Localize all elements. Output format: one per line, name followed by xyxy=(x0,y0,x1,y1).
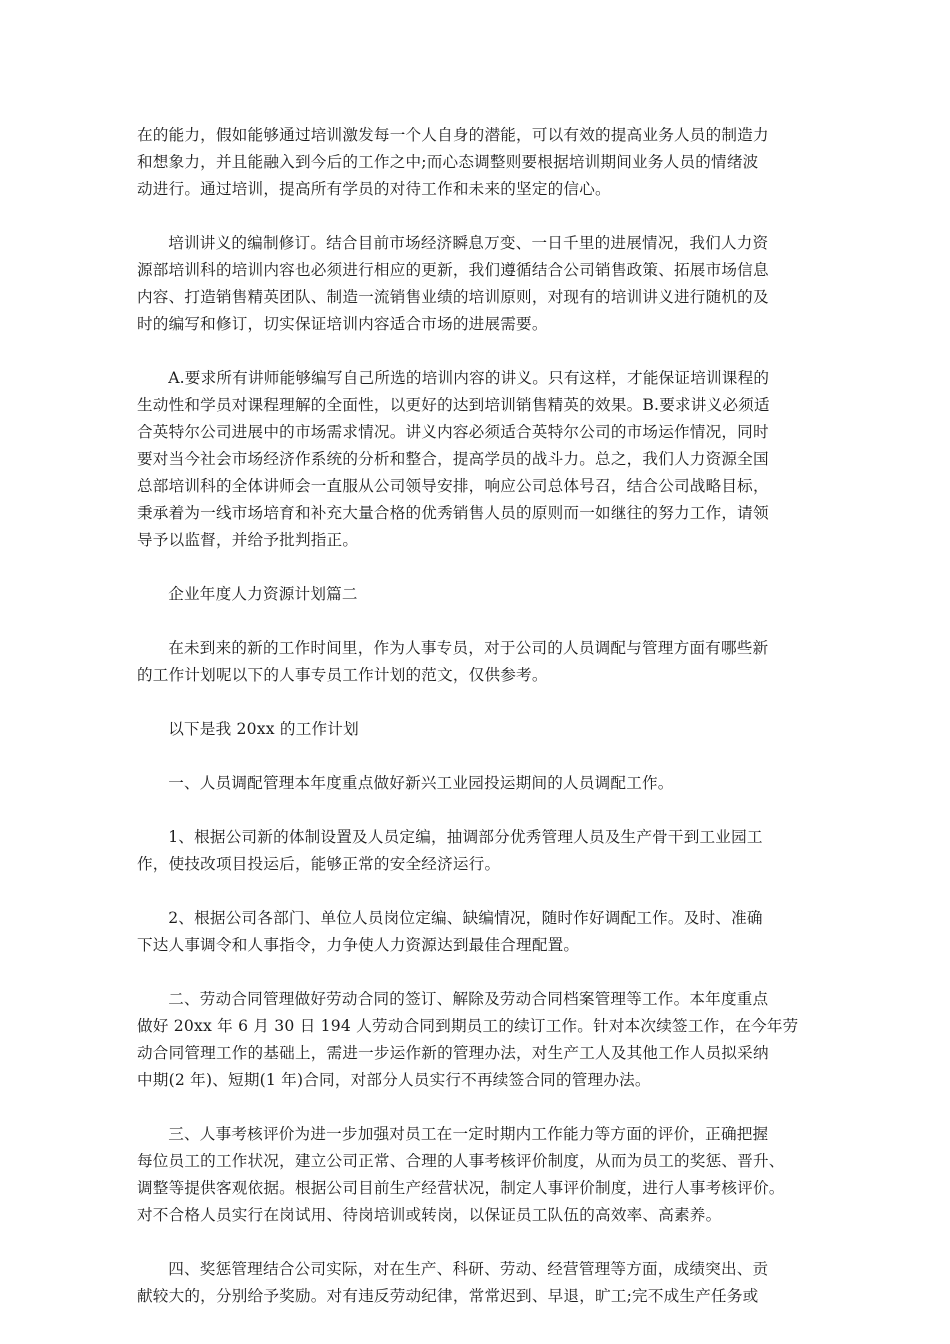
paragraph xyxy=(137,716,815,743)
paragraph-line: 生动性和学员对课程理解的全面性，以更好的达到培训销售精英的效果。B.要求讲义必须适 xyxy=(137,396,770,414)
paragraph-line: 一、人员调配管理本年度重点做好新兴工业园投运期间的人员调配工作。 xyxy=(168,774,674,792)
document-page xyxy=(137,122,815,1337)
paragraph xyxy=(137,1256,815,1310)
paragraph xyxy=(137,1121,815,1229)
paragraph xyxy=(137,905,815,959)
paragraph xyxy=(137,635,815,689)
paragraph-line: 总部培训科的全体讲师会一直服从公司领导安排，响应公司总体号召，结合公司战略目标， xyxy=(137,477,769,495)
paragraph-line: 1、根据公司新的体制设置及人员定编，抽调部分优秀管理人员及生产骨干到工业园工 xyxy=(168,828,763,846)
paragraph-line: 和想象力，并且能融入到今后的工作之中;而心态调整则要根据培训期间业务人员的情绪波 xyxy=(137,153,759,171)
paragraph-line: 做好 20xx 年 6 月 30 日 194 人劳动合同到期员工的续订工作。针对本次续签工作，在今年劳 xyxy=(137,1017,799,1035)
paragraph-line: 调整等提供客观依据。根据公司目前生产经营状况，制定人事评价制度，进行人事考核评价。 xyxy=(137,1179,785,1197)
paragraph-line: 导予以监督，并给予批判指正。 xyxy=(137,531,359,549)
paragraph-line: A.要求所有讲师能够编写自己所选的培训内容的讲义。只有这样，才能保证培训课程的 xyxy=(168,369,770,387)
paragraph-line: 源部培训科的培训内容也必须进行相应的更新，我们遵循结合公司销售政策、拓展市场信息 xyxy=(137,261,769,279)
paragraph-line: 动合同管理工作的基础上，需进一步运作新的管理办法，对生产工人及其他工作人员拟采纳 xyxy=(137,1044,769,1062)
paragraph-line: 在的能力，假如能够通过培训激发每一个人自身的潜能，可以有效的提高业务人员的制造力 xyxy=(137,126,769,144)
paragraph-line: 每位员工的工作状况，建立公司正常、合理的人事考核评价制度，从而为员工的奖惩、晋升、 xyxy=(137,1152,785,1170)
paragraph xyxy=(137,365,815,554)
paragraph-line: 的工作计划呢以下的人事专员工作计划的范文，仅供参考。 xyxy=(137,666,548,684)
paragraph-line: 对不合格人员实行在岗试用、待岗培训或转岗，以保证员工队伍的高效率、高素养。 xyxy=(137,1206,722,1224)
paragraph-line: 中期(2 年)、短期(1 年)合同，对部分人员实行不再续签合同的管理办法。 xyxy=(137,1071,651,1089)
paragraph-line: 要对当今社会市场经济作系统的分析和整合，提高学员的战斗力。总之，我们人力资源全国 xyxy=(137,450,769,468)
paragraph-line: 企业年度人力资源计划篇二 xyxy=(168,585,358,603)
paragraph xyxy=(137,770,815,797)
paragraph xyxy=(137,230,815,338)
paragraph-line: 秉承着为一线市场培育和补充大量合格的优秀销售人员的原则而一如继往的努力工作，请领 xyxy=(137,504,769,522)
paragraph-line: 献较大的，分别给予奖励。对有违反劳动纪律，常常迟到、早退，旷工;完不成生产任务或 xyxy=(137,1287,759,1305)
paragraph-line: 二、劳动合同管理做好劳动合同的签订、解除及劳动合同档案管理等工作。本年度重点 xyxy=(168,990,769,1008)
paragraph xyxy=(137,986,815,1094)
paragraph-line: 以下是我 20xx 的工作计划 xyxy=(168,720,359,738)
paragraph-line: 合英特尔公司进展中的市场需求情况。讲义内容必须适合英特尔公司的市场运作情况，同时 xyxy=(137,423,769,441)
paragraph-line: 下达人事调令和人事指令，力争使人力资源达到最佳合理配置。 xyxy=(137,936,580,954)
paragraph xyxy=(137,122,815,203)
paragraph-line: 内容、打造销售精英团队、制造一流销售业绩的培训原则，对现有的培训讲义进行随机的及 xyxy=(137,288,769,306)
paragraph xyxy=(137,581,815,608)
paragraph-line: 动进行。通过培训，提高所有学员的对待工作和未来的坚定的信心。 xyxy=(137,180,611,198)
paragraph-line: 培训讲义的编制修订。结合目前市场经济瞬息万变、一日千里的进展情况，我们人力资 xyxy=(168,234,769,252)
paragraph-line: 三、人事考核评价为进一步加强对员工在一定时期内工作能力等方面的评价，正确把握 xyxy=(168,1125,769,1143)
paragraph-line: 在未到来的新的工作时间里，作为人事专员，对于公司的人员调配与管理方面有哪些新 xyxy=(168,639,769,657)
paragraph xyxy=(137,824,815,878)
paragraph-line: 作，使技改项目投运后，能够正常的安全经济运行。 xyxy=(137,855,501,873)
paragraph-line: 四、奖惩管理结合公司实际，对在生产、科研、劳动、经营管理等方面，成绩突出、贡 xyxy=(168,1260,769,1278)
paragraph-line: 2、根据公司各部门、单位人员岗位定编、缺编情况，随时作好调配工作。及时、准确 xyxy=(168,909,763,927)
paragraph-line: 时的编写和修订，切实保证培训内容适合市场的进展需要。 xyxy=(137,315,548,333)
